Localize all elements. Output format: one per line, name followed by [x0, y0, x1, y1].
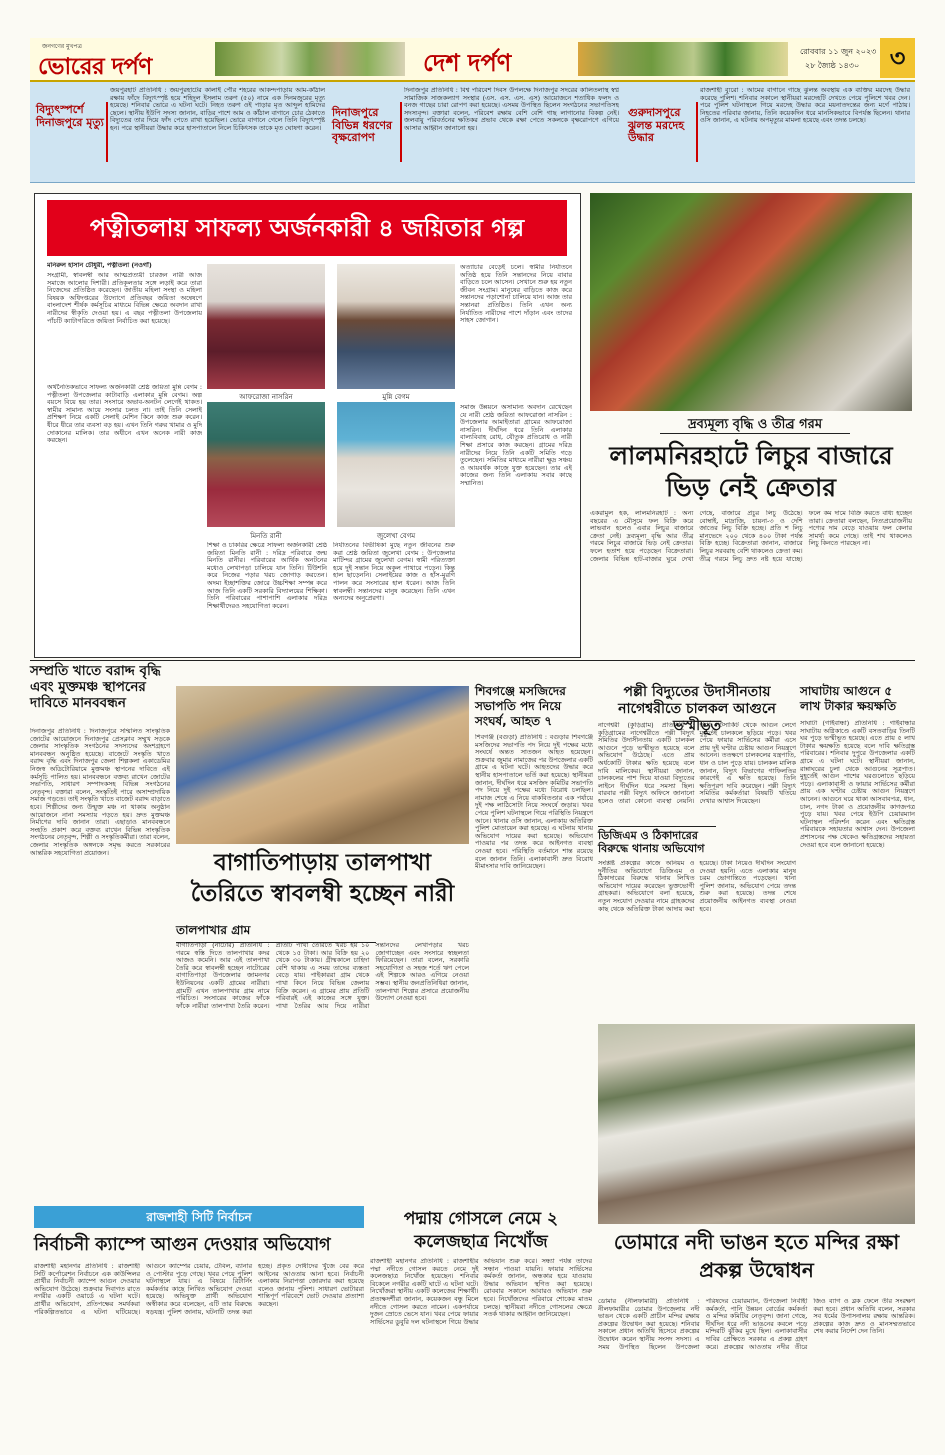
palm-subhead: তালপাখার গ্রাম [176, 922, 376, 943]
strip-divider-3 [696, 102, 698, 162]
paper-tagline: জনগণের মুখপত্র [42, 43, 82, 50]
joyita-byline: মনিরুল হাসান চৌধুরী, পত্নীতলা (নওগাঁ) [47, 262, 152, 269]
joyita-headline: পত্নীতলায় সাফল্য অর্জনকারী ৪ জয়িতার গল্প [47, 200, 567, 256]
section-rule [30, 660, 915, 661]
strip-headline-3: গুরুদাসপুরে ঝুলন্ত মরদেহ উদ্ধার [628, 106, 685, 145]
litchi-kicker: দ্রব্যমূল্য বৃদ্ধি ও তীব্র গরম [660, 418, 850, 434]
saghata-body: সাঘাটা (গাইবান্ধা) প্রতিনিধি : গাইবান্ধার সাঘাটায় অগ্নিকাণ্ডে একটি বসতবাড়ির তিনটি ঘর পুড়ে ভস্মীভূত হয়েছে। এতে প্রায় ৫ লাখ টাকার ক্ষয়ক্ষতি হয়েছে বলে দাবি ক্ষতিগ্রস্ত পরিবারের। শনিবার দুপুরে উপজেলার একটি গ্রামে এ ঘটনা ঘটে। স্থানীয়রা জানান, রান্নাঘরের চুলা থেকে আগুনের সূত্রপাত। মুহূর্তেই আগুন পাশের ঘরগুলোতে ছড়িয়ে পড়ে। এলাকাবাসী ও ফায়ার সার্ভিসের কর্মীরা প্রায় এক ঘণ্টার চেষ্টায় আগুন নিয়ন্ত্রণে আনেন। আগুনে ঘরে থাকা আসবাবপত্র, ধান, চাল, নগদ টাকা ও প্রয়োজনীয় কাগজপত্র পুড়ে যায়। খবর পেয়ে ইউপি চেয়ারম্যান ঘটনাস্থল পরিদর্শন করেন এবং ক্ষতিগ্রস্ত পরিবারকে সহায়তার আশ্বাস দেন। উপজেলা প্রশাসনের পক্ষ থেকেও ক্ষতিগ্রস্তদের সহায়তা দেওয়া হবে বলে জানানো হয়েছে। [800, 720, 915, 849]
strip-headline-1: বিদ্যুৎস্পর্শে দিনাজপুরে মৃত্যু [36, 103, 104, 129]
strip-body-1: জয়পুরহাট প্রতিনিধি : জয়পুরহাটের কালাই পৌর শহরের আকন্দপাড়ায় আম-কাঁঠাল রক্ষায় ফাঁদে বিদ্যুৎস্পৃষ্ট হয়ে শহিদুল ইসলাম তরুণ (৫০) নামে এক দিনমজুরের মৃত্যু হয়েছে। শনিবার ভোরে এ ঘটনা ঘটে। নিহত তরুণ ওই পাড়ার মৃত আব্দুল হামিদের ছেলে। স্থানীয় ইউপি সদস্য জানান, বাড়ির পাশে আম ও কাঁঠাল বাগানে চোর ঠেকাতে বিদ্যুতের তার দিয়ে ফাঁদ পেতে রাখা হয়েছিল। ভোরে বাগানে গেলে তিনি বিদ্যুৎস্পৃষ্ট হন। পরে স্থানীয়রা উদ্ধার করে হাসপাতালে নিলে চিকিৎসক তাকে মৃত ঘোষণা করেন। [110, 87, 325, 132]
date-gregorian: রোববার ১১ জুন ২০২৩ [800, 47, 877, 56]
joyita-col2b: সমাজ উন্নয়নে অসামান্য অবদান রেখেছেন যে নারী শ্রেষ্ঠ জয়িতা আফরোজা নাসরিন : উপজেলার আমাইতারা গ্রামের আফরোজা নাসরিন। দীর্ঘদিন ধরে তিনি এলাকার বাল্যবিবাহ রোধ, যৌতুক প্রতিরোধ ও নারী শিক্ষা প্রসারে কাজ করছেন। গ্রামের দরিদ্র নারীদের নিয়ে তিনি একটি সমিতি গড়ে তুলেছেন। সমিতির মাধ্যমে নারীরা ক্ষুদ্র সঞ্চয় ও আয়বর্ধক কাজে যুক্ত হয়েছেন। তার এই কাজের জন্য তিনি এলাকায় সবার কাছে সম্মানিত। [460, 404, 572, 487]
section-title: দেশ দর্পণ [423, 48, 512, 77]
ricemill-body: নাগেশ্বরী (কুড়িগ্রাম) প্রতিনিধি : কুড়িগ্রামের নাগেশ্বরীতে পল্লী বিদ্যুৎ সমিতির উদাসীনতায় একটি চালকল আগুনে পুড়ে ভস্মীভূত হয়েছে বলে অভিযোগ উঠেছে। এতে প্রায় অর্ধকোটি টাকার ক্ষতি হয়েছে বলে দাবি মালিকের। স্থানীয়রা জানান, চালকলের পাশ দিয়ে যাওয়া বিদ্যুতের লাইনে দীর্ঘদিন ধরে সমস্যা ছিল। বারবার পল্লী বিদ্যুৎ অফিসে জানানো হলেও তারা কোনো ব্যবস্থা নেয়নি। হঠাৎ শর্টসার্কিট থেকে আগুন লেগে মুহূর্তেই চালকলে ছড়িয়ে পড়ে। খবর পেয়ে ফায়ার সার্ভিসের কর্মীরা এসে প্রায় দুই ঘণ্টার চেষ্টায় আগুন নিয়ন্ত্রণে আনেন। ততক্ষণে চালকলের যন্ত্রপাতি, ধান ও চাল পুড়ে যায়। চালকল মালিক জানান, বিদ্যুৎ বিভাগের গাফিলতির কারণেই এ ক্ষতি হয়েছে। তিনি ক্ষতিপূরণ দাবি করেছেন। পল্লী বিদ্যুৎ সমিতির কর্মকর্তারা বিষয়টি খতিয়ে দেখার আশ্বাস দিয়েছেন। [598, 722, 796, 805]
saghata-headline: সাঘাটায় আগুনে ৫ লাখ টাকার ক্ষয়ক্ষতি [800, 684, 897, 713]
photo-afroza [207, 264, 325, 389]
election-headline: নির্বাচনী ক্যাম্পে আগুন দেওয়ার অভিযোগ [34, 1235, 331, 1255]
joyita-col1: সংগ্রামী, স্বাবলম্বী আর আত্মপ্রত্যয়ী চারজন নারী আজ সমাজে আলোর দিশারী। প্রতিকূলতার সঙ্গে লড়াই করে তারা নিজেদের প্রতিষ্ঠিত করেছেন। জাতীয় মহিলা সংস্থা ও মহিলা বিষয়ক অধিদপ্তরের উদ্যোগে প্রতিবছর জয়িতা অন্বেষণে বাংলাদেশ শীর্ষক কর্মসূচির মাধ্যমে বিভিন্ন ক্ষেত্রে অবদান রাখা নারীদের স্বীকৃতি দেওয়া হয়। এ বছর পত্নীতলা উপজেলায় পাঁচটি ক্যাটাগরিতে জয়িতা নির্বাচিত করা হয়েছে। [47, 272, 202, 325]
date-bengali: ২৮ জ্যৈষ্ঠ ১৪৩০ [805, 61, 860, 70]
joyita-col2: অত্যাচার বেড়েই চলে। স্বামীর নির্যাতনে অতিষ্ঠ হয়ে তিনি সন্তানদের নিয়ে বাবার বাড়িতে চলে আসেন। সেখানে শুরু হয় নতুন জীবন সংগ্রাম। মানুষের বাড়িতে কাজ করে সন্তানদের পড়াশোনা চালিয়ে যান। আজ তার সন্তানরা প্রতিষ্ঠিত। তিনি এখন অন্য নির্যাতিত নারীদের পাশে দাঁড়ান এবং তাদের সাহস জোগান। [460, 264, 572, 325]
story-joyita [34, 193, 581, 658]
caption-afroza: আফরোজা নাসরিন [239, 393, 293, 401]
caption-minoti: মিনতি রানী [250, 532, 282, 540]
strip-body-2: দিনাজপুর প্রতিনিধি : বিশ্ব পরিবেশ দিবস উপলক্ষে দিনাজপুর সদরের কালিতলাস্থ স্বপ্ন সামাজিক সাজকল্যাণ সংস্থার (এস. এস. এস. এস) আয়োজনে শতাধিক ফলদ ও বনজ গাছের চারা রোপণ করা হয়েছে। এসময় উপস্থিত ছিলেন সংগঠনের সভাপতিসহ সদস্যবৃন্দ। বক্তারা বলেন, পরিবেশ রক্ষায় বেশি বেশি গাছ লাগানোর বিকল্প নেই। জলবায়ু পরিবর্তনের ক্ষতিকর প্রভাব থেকে রক্ষা পেতে সকলকে বৃক্ষরোপণে এগিয়ে আসার আহ্বান জানানো হয়। [404, 87, 619, 132]
strip-body-3: রাজশাহী ব্যুরো : আমের বাগানে গাছে ঝুলন্ত অবস্থায় এক ব্যক্তির মরদেহ উদ্ধার করেছে পুলিশ। শনিবার সকালে স্থানীয়রা মরদেহটি দেখতে পেয়ে পুলিশে খবর দেন। পরে পুলিশ ঘটনাস্থলে গিয়ে মরদেহ উদ্ধার করে ময়নাতদন্তের জন্য মর্গে পাঠায়। নিহতের পরিবার জানায়, তিনি কয়েকদিন ধরে মানসিকভাবে বিপর্যস্ত ছিলেন। থানার ওসি জানান, এ ঘটনায় অপমৃত্যুর মামলা হয়েছে এবং তদন্ত চলছে। [700, 87, 910, 125]
palm-body: বাগাতিপাড়া (নাটোর) প্রতিনিধি : গরমে স্বস্তি দিতে তালপাখার কদর আজও কমেনি। আর এই তালপাখা তৈরি করে স্বাবলম্বী হচ্ছেন নাটোরের বাগাতিপাড়া উপজেলার জামনগর ইউনিয়নের একটি গ্রামের নারীরা। গ্রামটি এখন তালপাখার গ্রাম নামে পরিচিত। সংসারের কাজের ফাঁকে ফাঁকে নারীরা তালপাখা তৈরি করেন। প্রতিটি পাখা তৈরিতে খরচ হয় ১০ থেকে ১৫ টাকা। আর বিক্রি হয় ২০ থেকে ৩০ টাকায়। গ্রীষ্মকালে চাহিদা বেশি থাকায় এ সময় তাদের ব্যস্ততা বেড়ে যায়। পাইকাররা গ্রাম থেকে পাখা কিনে নিয়ে বিভিন্ন জেলায় বিক্রি করেন। এ গ্রামের প্রায় প্রতিটি পরিবারই এই কাজের সঙ্গে যুক্ত। পাখা তৈরির আয় দিয়ে নারীরা সন্তানদের লেখাপড়ার খরচ জোগাচ্ছেন এবং সংসারে স্বচ্ছলতা ফিরিয়েছেন। তারা বলেন, সরকারি সহযোগিতা ও সহজ শর্তে ঋণ পেলে এই শিল্পকে আরও এগিয়ে নেওয়া সম্ভব। স্থানীয় জনপ্রতিনিধিরা জানান, তালপাখা শিল্পের প্রসারে প্রয়োজনীয় উদ্যোগ নেওয়া হবে। [176, 942, 469, 1010]
palm-headline: বাগাতিপাড়ায় তালপাখা তৈরিতে স্বাবলম্বী হচ্ছেন নারী [190, 850, 455, 907]
photo-palm-fan [176, 686, 469, 844]
masthead [30, 38, 915, 82]
culture-headline: সম্প্রতি খাতে বরাদ্দ বৃদ্ধি এবং মুক্তমঞ্চ স্থাপনের দাবিতে মানববন্ধন [30, 663, 161, 711]
page-number: ৩ [880, 38, 915, 78]
election-label: রাজশাহী সিটি নির্বাচন [34, 1206, 364, 1228]
joyita-col1b: অর্থনৈতিকভাবে সাফল্য অর্জনকারী শ্রেষ্ঠ জয়িতা মুন্নি বেগম : পত্নীতলা উপজেলার কাটাবাড়ি এলাকার মুন্নি বেগম। অল্প বয়সে বিয়ে হয় তার। সংসারে অভাব-অনটন লেগেই থাকত। স্বামীর সামান্য আয়ে সংসার চলত না। তাই তিনি সেলাই প্রশিক্ষণ নিয়ে একটি সেলাই মেশিন কিনে কাজ শুরু করেন। ধীরে ধীরে তার ব্যবসা বড় হয়। এখন তিনি গরুর খামার ও মুদি দোকানের মালিক। তার অধীনে এখন অনেক নারী কাজ করছেন। [47, 384, 202, 445]
joyita-col3: শিক্ষা ও চাকরির ক্ষেত্রে সাফল্য অর্জনকারী শ্রেষ্ঠ জয়িতা মিনতি রানী : দরিদ্র পরিবারে জন্ম মিনতি রানীর। পরিবারের আর্থিক অনটনের মধ্যেও লেখাপড়া চালিয়ে যান তিনি। টিউশনি করে নিজের পড়ার খরচ জোগাড় করতেন। অদম্য ইচ্ছাশক্তির জোরে উচ্চশিক্ষা সম্পন্ন করে আজ তিনি একটি সরকারি বিদ্যালয়ের শিক্ষিকা। তিনি পরিবারের পাশাপাশি এলাকার দরিদ্র শিক্ষার্থীদেরও সহযোগিতা করেন। [207, 542, 327, 610]
masthead-photo-strip-right [578, 42, 788, 76]
ricemill-headline: পল্লী বিদ্যুতের উদাসীনতায় নাগেশ্বরীতে চালকল আগুনে ভস্মীভূত [618, 684, 776, 734]
strip-divider-1 [106, 102, 108, 162]
paper-logo: ভোরের দর্পণ [38, 53, 152, 80]
litchi-body: একরামুল হক, লালমনিরহাট : অন্য বছরের এ মৌসুমে ফল বিক্রি করে লাভবান হলেও এবার লিচুর বাজারে ক্রেতা নেই। দ্রব্যমূল্য বৃদ্ধি আর তীব্র গরমে লিচুর বাজারে ভিড় নেই ক্রেতার। ফলে হতাশ হয়ে পড়েছেন বিক্রেতারা। জেলার বিভিন্ন হাট-বাজার ঘুরে দেখা গেছে, বাজারে প্রচুর লিচু উঠেছে। বোম্বাই, মাদ্রাজি, চায়না-৩ ও দেশি জাতের লিচু বিক্রি হচ্ছে। প্রতি শ লিচু মানভেদে ২০০ থেকে ৪০০ টাকা পর্যন্ত বিক্রি হচ্ছে। বিক্রেতারা জানান, বাজারে লিচুর সরবরাহ বেশি থাকলেও ক্রেতা কম। তীব্র গরমে লিচু দ্রুত নষ্ট হয়ে যাচ্ছে। ফলে কম দামে বিক্রি করতে বাধ্য হচ্ছেন তারা। ক্রেতারা বলছেন, নিত্যপ্রয়োজনীয় পণ্যের দাম বেড়ে যাওয়ায় ফল কেনার সামর্থ্য কমে গেছে। তাই শখ থাকলেও লিচু কিনতে পারছেন না। [590, 510, 912, 563]
photo-julekha [337, 402, 455, 527]
caption-julekha: জুলেখা বেগম [376, 532, 416, 540]
masthead-photo-strip-left [215, 42, 405, 76]
news-strip [30, 82, 915, 183]
election-body: রাজশাহী মহানগর প্রতিনিধি : রাজশাহী সিটি কর্পোরেশন নির্বাচনে এক কাউন্সিলর প্রার্থীর নির্বাচনী ক্যাম্পে আগুন দেওয়ার অভিযোগ উঠেছে। শুক্রবার দিবাগত রাতে নগরীর একটি ওয়ার্ডে এ ঘটনা ঘটে। প্রার্থীর অভিযোগ, প্রতিপক্ষের সমর্থকরা পরিকল্পিতভাবে এ ঘটনা ঘটিয়েছে। আগুনে ক্যাম্পের চেয়ার, টেবিল, ব্যানার ও পোস্টার পুড়ে গেছে। খবর পেয়ে পুলিশ ঘটনাস্থলে যায়। এ বিষয়ে রিটার্নিং কর্মকর্তার কাছে লিখিত অভিযোগ দেওয়া হয়েছে। অভিযুক্ত প্রার্থী অভিযোগ অস্বীকার করে বলেছেন, এটি তার বিরুদ্ধে ষড়যন্ত্র। পুলিশ জানায়, ঘটনাটি তদন্ত করা হচ্ছে। প্রকৃত দোষীদের খুঁজে বের করে আইনের আওতায় আনা হবে। নির্বাচনী এলাকায় নিরাপত্তা জোরদার করা হয়েছে বলেও জানায় পুলিশ। সাধারণ ভোটাররা শান্তিপূর্ণ পরিবেশে ভোট দেওয়ার প্রত্যাশা করছেন। [34, 1263, 364, 1316]
joyita-col3b: নির্যাতনের বিভীষিকা মুছে নতুন জীবনের শুরু করা শ্রেষ্ঠ জয়িতা জুলেখা বেগম : উপজেলার মাটিন্দর গ্রামের জুলেখা বেগম। স্বামী পরিত্যক্তা হয়ে দুই সন্তান নিয়ে অকুল পাথারে পড়েন। কিন্তু হাল ছাড়েননি। সেলাইয়ের কাজ ও হাঁস-মুরগি পালন করে সংসারের হাল ধরেন। আজ তিনি স্বাবলম্বী। সন্তানদের মানুষ করেছেন। তিনি এখন অন্যদের অনুপ্রেরণা। [333, 542, 455, 603]
photo-munni [337, 264, 455, 389]
photo-minoti [207, 402, 325, 527]
caption-munni: মুন্নি বেগম [382, 393, 410, 401]
mosque-headline: শিবগঞ্জে মসজিদের সভাপতি পদ নিয়ে সংঘর্ষ, আহত ৭ [475, 684, 566, 728]
domar-headline: ডোমারে নদী ভাঙন হতে মন্দির রক্ষা প্রকল্প উদ্বোধন [613, 1230, 900, 1282]
photo-litchi-market [590, 193, 912, 411]
culture-body: দিনাজপুর প্রতিনিধি : দিনাজপুরে সম্মিলিত সাংস্কৃতিক জোটের আয়োজনে দিনাজপুর প্রেসক্লাব সম্মুখ সড়কে জেলার সাংস্কৃতিক সংগঠনের সদস্যদের অংশগ্রহণে মানববন্ধন অনুষ্ঠিত হয়েছে। বাজেটে সংস্কৃতি খাতে বরাদ্দ বৃদ্ধি এবং দিনাজপুর জেলা শিল্পকলা একাডেমির নিজস্ব অডিটোরিয়ামে মুক্তমঞ্চ স্থাপনের দাবিতে এই কর্মসূচি পালিত হয়। মানববন্ধনে বক্তব্য রাখেন জোটের সভাপতি, সাধারণ সম্পাদকসহ বিভিন্ন সংগঠনের নেতৃবৃন্দ। বক্তারা বলেন, সংস্কৃতিই পারে অসাম্প্রদায়িক সমাজ গড়তে। তাই সংস্কৃতি খাতে বাজেট বরাদ্দ বাড়াতে হবে। শিল্পীদের জন্য উন্মুক্ত মঞ্চ না থাকায় অনুষ্ঠান আয়োজনে নানা সমস্যায় পড়তে হয়। দ্রুত মুক্তমঞ্চ নির্মাণের দাবি জানান তারা। এছাড়াও মানববন্ধনে সংহতি প্রকাশ করে বক্তব্য রাখেন বিভিন্ন সাংস্কৃতিক সংগঠনের নেতৃবৃন্দ, শিল্পী ও সংস্কৃতিকর্মীরা। তারা বলেন, জেলার সাংস্কৃতিক অঙ্গনকে সমৃদ্ধ করতে সরকারের আন্তরিক সহযোগিতা প্রয়োজন। [30, 728, 170, 857]
mosque-body: শিবগঞ্জ (বগুড়া) প্রতিনিধি : বগুড়ার শিবগঞ্জে মসজিদের সভাপতি পদ নিয়ে দুই পক্ষের মধ্যে সংঘর্ষে অন্তত সাতজন আহত হয়েছেন। শুক্রবার জুমার নামাজের পর উপজেলার একটি গ্রামে এ ঘটনা ঘটে। আহতদের উদ্ধার করে স্থানীয় হাসপাতালে ভর্তি করা হয়েছে। স্থানীয়রা জানান, দীর্ঘদিন ধরে মসজিদ কমিটির সভাপতি পদ নিয়ে দুই পক্ষের মধ্যে বিরোধ চলছিল। নামাজ শেষে এ নিয়ে বাকবিতণ্ডার এক পর্যায়ে দুই পক্ষ লাঠিসোটা নিয়ে সংঘর্ষে জড়ায়। খবর পেয়ে পুলিশ ঘটনাস্থলে গিয়ে পরিস্থিতি নিয়ন্ত্রণে আনে। থানার ওসি জানান, এলাকায় অতিরিক্ত পুলিশ মোতায়েন করা হয়েছে। এ ঘটনায় থানায় অভিযোগ দায়ের করা হয়েছে। অভিযোগ পাওয়ার পর তদন্ত করে আইনগত ব্যবস্থা নেওয়া হবে। পরিস্থিতি বর্তমানে শান্ত রয়েছে বলে জানান তিনি। এলাকাবাসী দ্রুত বিরোধ মীমাংসার দাবি জানিয়েছেন। [475, 734, 593, 871]
litchi-headline: লালমনিরহাটে লিচুর বাজারে ভিড় নেই ক্রেতার [609, 441, 893, 502]
padma-headline: পদ্মায় গোসলে নেমে ২ কলেজছাত্র নিখোঁজ [403, 1209, 559, 1252]
strip-divider-2 [400, 102, 402, 162]
domar-body: ডোমার (নীলফামারী) প্রতিনিধি : নীলফামারীর ডোমার উপজেলায় নদী ভাঙন থেকে একটি প্রাচীন মন্দির রক্ষায় প্রকল্পের উদ্বোধন করা হয়েছে। শনিবার সকালে প্রধান অতিথি হিসেবে প্রকল্পের উদ্বোধন করেন স্থানীয় সংসদ সদস্য। এ সময় উপস্থিত ছিলেন উপজেলা পরিষদের চেয়ারম্যান, উপজেলা নির্বাহী কর্মকর্তা, পানি উন্নয়ন বোর্ডের কর্মকর্তা ও মন্দির কমিটির নেতৃবৃন্দ। জানা গেছে, দীর্ঘদিন ধরে নদী ভাঙনের কবলে পড়ে মন্দিরটি ঝুঁকির মুখে ছিল। এলাকাবাসীর দাবির প্রেক্ষিতে সরকার এ প্রকল্প গ্রহণ করে। প্রকল্পের আওতায় নদীর তীরে জিও ব্যাগ ও ব্লক ফেলে তীর সংরক্ষণ করা হবে। প্রধান অতিথি বলেন, সরকার সব ধর্মের উপাসনালয় রক্ষায় আন্তরিক। প্রকল্পের কাজ দ্রুত ও মানসম্মতভাবে শেষ করার নির্দেশ দেন তিনি। [598, 1298, 915, 1351]
padma-body: রাজশাহী মহানগর প্রতিনিধি : রাজশাহীর পদ্মা নদীতে গোসল করতে নেমে দুই কলেজছাত্র নিখোঁজ হয়েছেন। শনিবার বিকেলে নগরীর একটি ঘাটে এ ঘটনা ঘটে। নিখোঁজরা স্থানীয় একটি কলেজের শিক্ষার্থী। প্রত্যক্ষদর্শীরা জানান, কয়েকজন বন্ধু মিলে নদীতে গোসল করতে নামেন। একপর্যায়ে দুজন স্রোতে ভেসে যান। খবর পেয়ে ফায়ার সার্ভিসের ডুবুরি দল ঘটনাস্থলে গিয়ে উদ্ধার অভিযান শুরু করে। সন্ধ্যা পর্যন্ত তাদের সন্ধান পাওয়া যায়নি। ফায়ার সার্ভিসের কর্মকর্তা জানান, অন্ধকার হয়ে যাওয়ায় উদ্ধার অভিযান স্থগিত করা হয়েছে। রোববার সকালে আবারও অভিযান শুরু হবে। নিখোঁজদের পরিবারে শোকের মাতম চলছে। স্থানীয়রা নদীতে গোসলের ক্ষেত্রে সতর্ক থাকার আহ্বান জানিয়েছেন। [370, 1258, 592, 1326]
strip-headline-2: দিনাজপুরে বিভিন্ন ধরণের বৃক্ষরোপণ [332, 106, 393, 145]
complaint-headline: ডিজিএম ও ঠিকাদারের বিরুদ্ধে থানায় অভিযোগ [598, 826, 716, 855]
complaint-body: সংশ্লিষ্ট প্রকল্পের কাজে অনিয়ম ও দুর্নীতির অভিযোগে ডিজিএম ও ঠিকাদারের বিরুদ্ধে থানায় লিখিত অভিযোগ দায়ের করেছেন ভুক্তভোগী গ্রাহকরা। অভিযোগে বলা হয়েছে, নতুন সংযোগ দেওয়ার নামে গ্রাহকদের কাছ থেকে অতিরিক্ত টাকা আদায় করা হয়েছে। টাকা নিয়েও দীর্ঘদিন সংযোগ দেওয়া হয়নি। এতে এলাকার মানুষ চরম ভোগান্তিতে পড়েছেন। থানা পুলিশ জানায়, অভিযোগ পেয়ে তদন্ত শুরু করা হয়েছে। তদন্ত শেষে প্রয়োজনীয় আইনগত ব্যবস্থা নেওয়া হবে। [598, 860, 796, 913]
photo-temple-inauguration [598, 1024, 915, 1224]
